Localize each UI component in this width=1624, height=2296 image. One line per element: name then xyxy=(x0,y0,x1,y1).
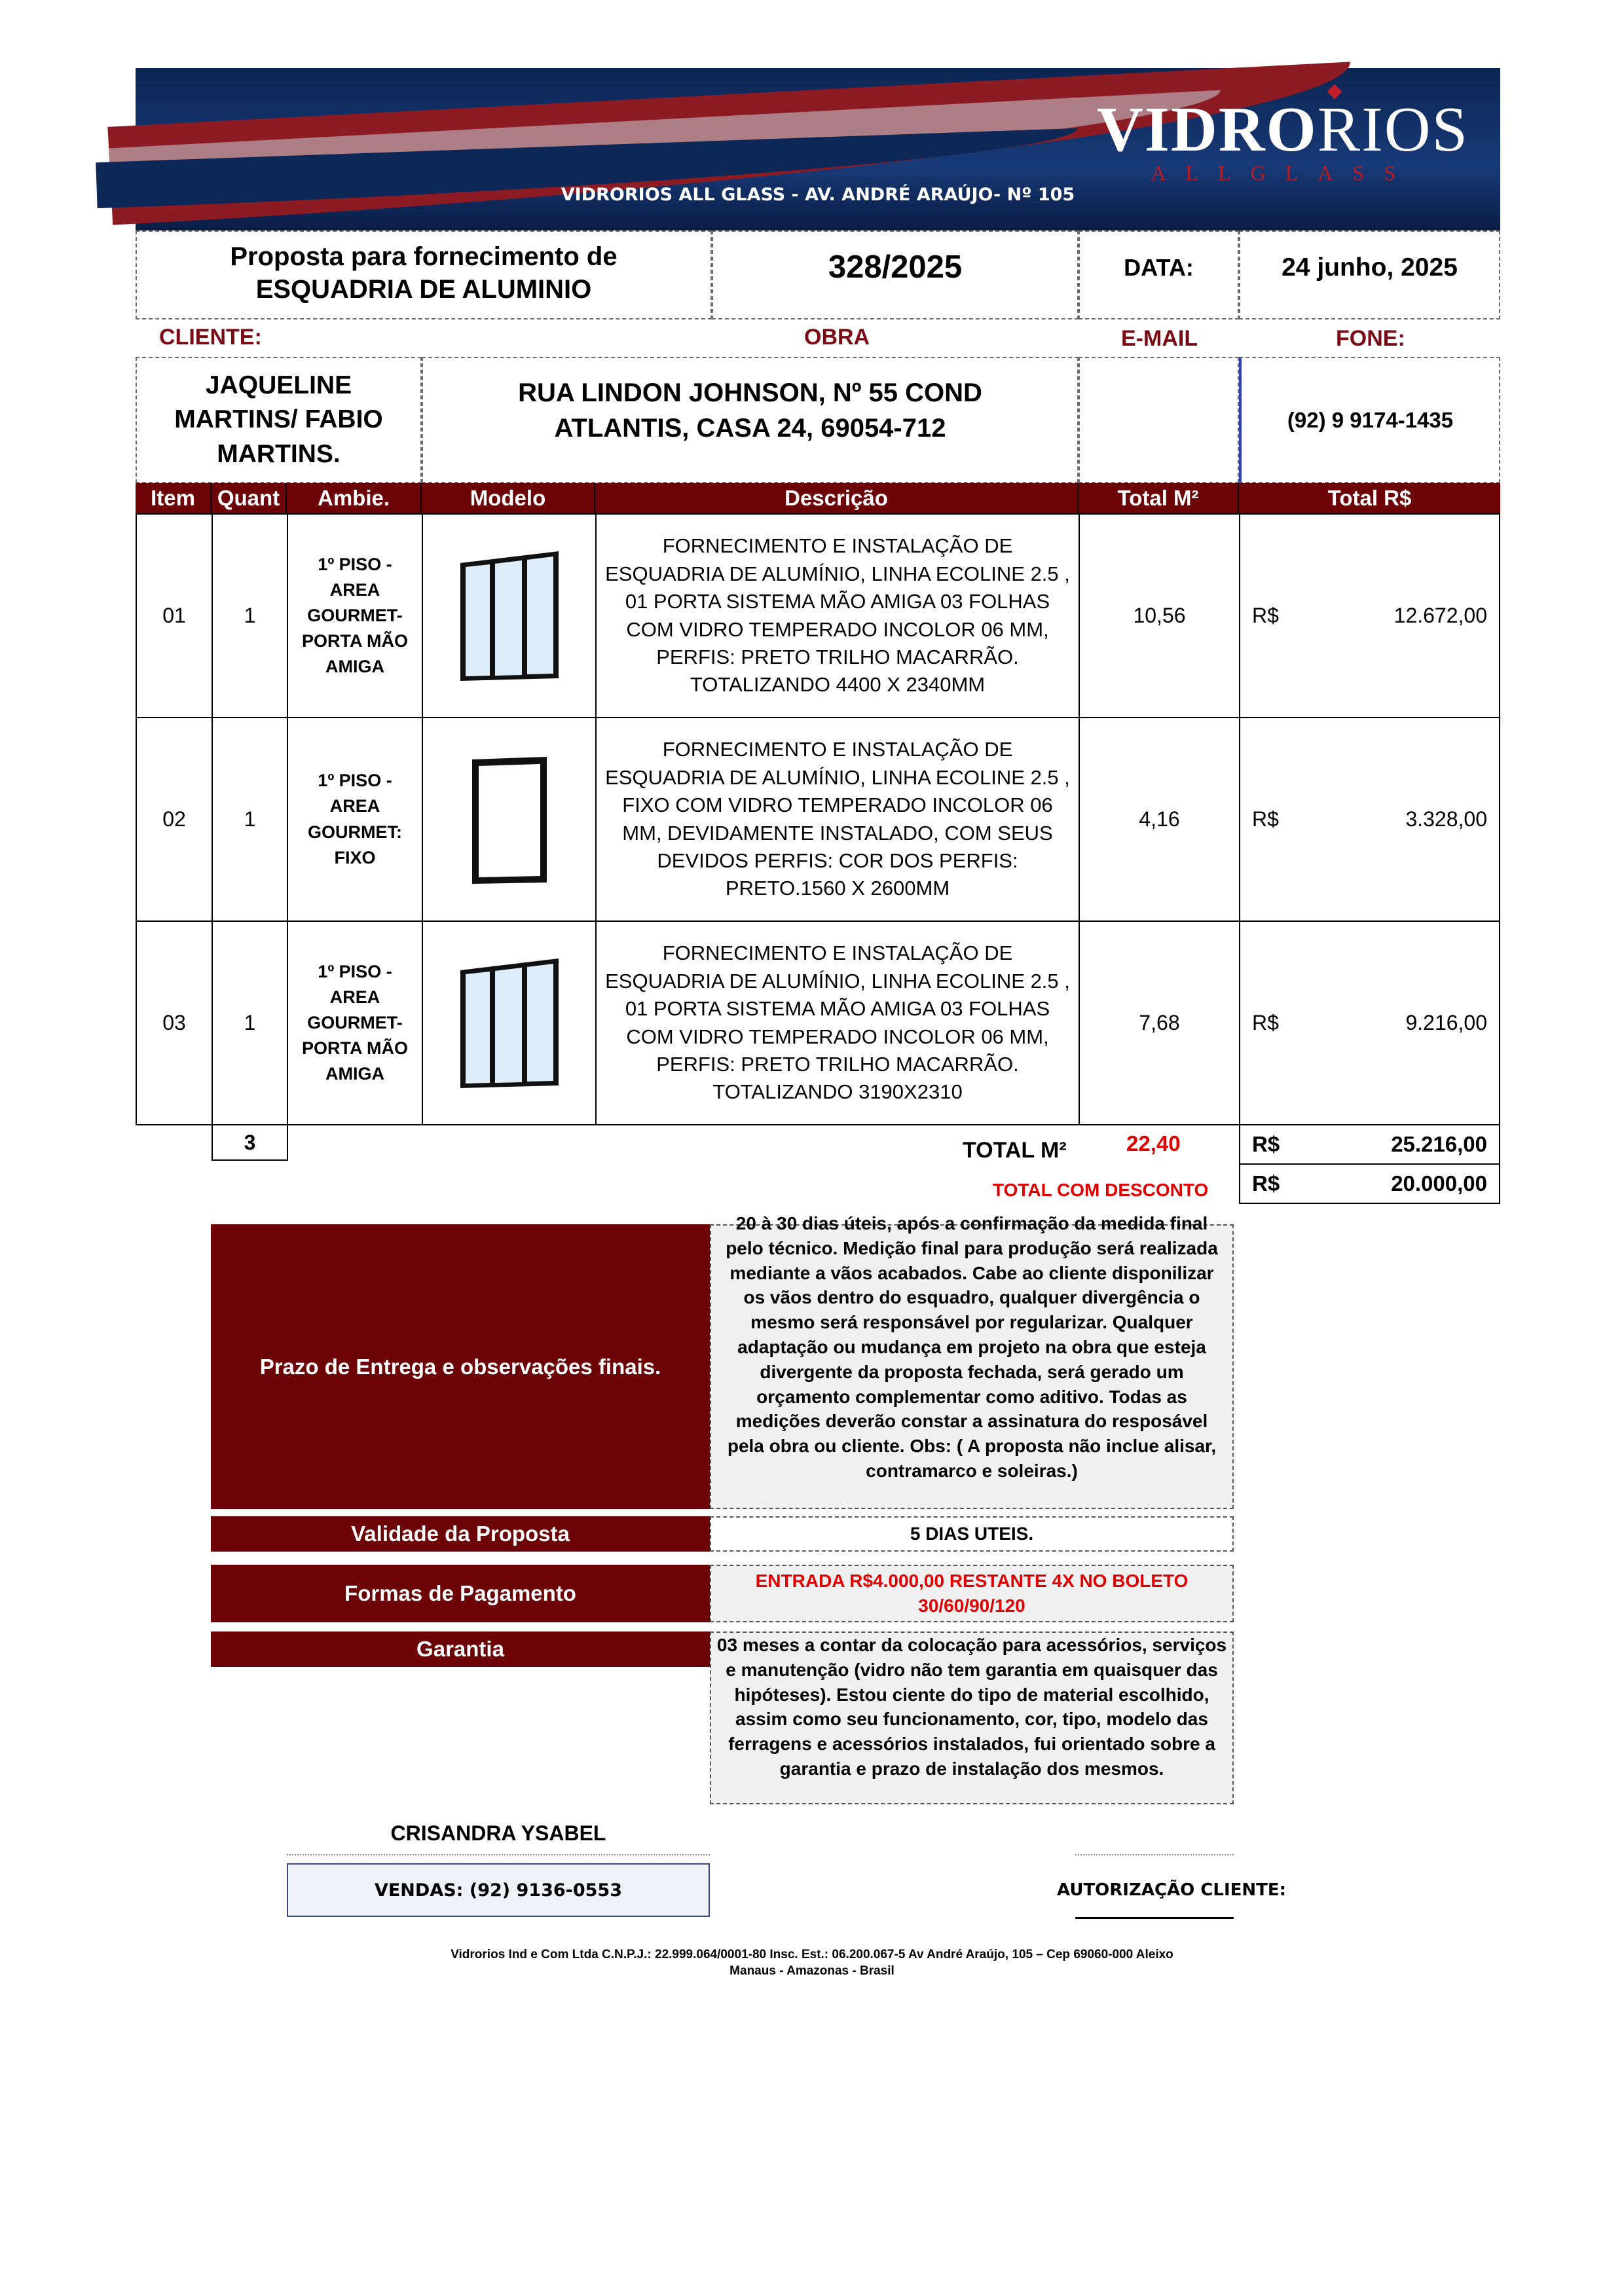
garantia-label: Garantia xyxy=(211,1631,710,1667)
row3-descricao: FORNECIMENTO E INSTALAÇÃO DE ESQUADRIA DE ALUMÍNIO, LINHA ECOLINE 2.5 , 01 PORTA SISTEMA MÃO AMIGA 03 FOLHAS COM VIDRO TEMPERADO INCOLOR 06 MM, PERFIS: PRETO TRILHO MACARRÃO. TOTALIZANDO 3190X2310 xyxy=(595,920,1080,1125)
discount-amount: 20.000,00 xyxy=(1391,1171,1487,1195)
row3-total-m2: 7,68 xyxy=(1079,920,1240,1125)
proposal-title-box xyxy=(136,230,712,319)
row1-ambiente: 1º PISO - AREA GOURMET- PORTA MÃO AMIGA xyxy=(287,513,423,718)
garantia-text: 03 meses a contar da colocação para acessórios, serviços e manutenção (vidro não tem garantia em quaisquer das hipóteses). Estou ciente do tipo de material escolhido, assim como seu funcionamento, cor, tipo, modelo das ferragens e acessórios instalados, fui orientado sobre a garantia e prazo de instalação dos mesmos. xyxy=(710,1631,1234,1804)
header-banner xyxy=(136,68,1500,230)
row1-descricao: FORNECIMENTO E INSTALAÇÃO DE ESQUADRIA DE ALUMÍNIO, LINHA ECOLINE 2.5 , 01 PORTA SISTEMA MÃO AMIGA 03 FOLHAS COM VIDRO TEMPERADO INCOLOR 06 MM, PERFIS: PRETO TRILHO MACARRÃO. TOTALIZANDO 4400 X 2340MM xyxy=(595,513,1080,718)
total-quant: 3 xyxy=(212,1124,288,1161)
row2-total-rs xyxy=(1239,717,1500,922)
row2-descricao: FORNECIMENTO E INSTALAÇÃO DE ESQUADRIA DE ALUMÍNIO, LINHA ECOLINE 2.5 , FIXO COM VIDRO TEMPERADO INCOLOR 06 MM, DEVIDAMENTE INSTALADO, COM SEUS DEVIDOS PERFIS: COR DOS PERFIS: PRETO.1560 X 2600MM xyxy=(595,717,1080,922)
col-header-descricao: Descrição xyxy=(595,483,1079,513)
row3-modelo xyxy=(422,920,597,1125)
total-currency: R$ xyxy=(1252,1132,1280,1156)
row3-currency: R$ xyxy=(1252,1011,1279,1034)
client-authorization-label: AUTORIZAÇÃO CLIENTE: xyxy=(1057,1880,1287,1900)
validade-text: 5 DIAS UTEIS. xyxy=(710,1516,1234,1552)
row2-item: 02 xyxy=(136,717,213,922)
discount-label: TOTAL COM DESCONTO xyxy=(993,1180,1209,1200)
total-m2-label: TOTAL M² xyxy=(963,1138,1067,1163)
pagamento-label: Formas de Pagamento xyxy=(211,1565,710,1622)
row1-quant: 1 xyxy=(212,513,288,718)
obra-label: OBRA xyxy=(804,325,870,350)
company-logo: VIDRORIOS xyxy=(1097,94,1469,165)
total-amount: 25.216,00 xyxy=(1391,1132,1487,1156)
row2-currency: R$ xyxy=(1252,807,1279,831)
row1-total-rs xyxy=(1239,513,1500,718)
discount-currency: R$ xyxy=(1252,1171,1280,1195)
row2-amount: 3.328,00 xyxy=(1405,807,1487,831)
col-header-ambiente: Ambie. xyxy=(287,483,422,513)
three-panel-door-icon xyxy=(454,955,565,1092)
row1-item: 01 xyxy=(136,513,213,718)
seller-phone: VENDAS: (92) 9136-0553 xyxy=(287,1863,710,1917)
email-label: E-MAIL xyxy=(1121,326,1198,351)
validade-label: Validade da Proposta xyxy=(211,1516,710,1552)
proposal-number: 328/2025 xyxy=(712,230,1079,319)
row3-amount: 9.216,00 xyxy=(1405,1011,1487,1034)
three-panel-door-icon xyxy=(454,547,565,685)
row1-total-m2: 10,56 xyxy=(1079,513,1240,718)
cliente-label: CLIENTE: xyxy=(159,325,262,350)
row2-ambiente: 1º PISO - AREA GOURMET: FIXO xyxy=(287,717,423,922)
col-header-total-rs: Total R$ xyxy=(1239,483,1500,513)
row2-modelo xyxy=(422,717,597,922)
date-label: DATA: xyxy=(1079,230,1239,319)
row3-item: 03 xyxy=(136,920,213,1125)
company-address: VIDRORIOS ALL GLASS - AV. ANDRÉ ARAÚJO- Nº 105 xyxy=(561,185,1075,205)
prazo-text xyxy=(710,1213,1234,1509)
seller-name: CRISANDRA YSABEL xyxy=(390,1821,606,1845)
client-signature-line xyxy=(1075,1917,1234,1919)
proposal-date: 24 junho, 2025 xyxy=(1239,230,1500,319)
client-email xyxy=(1079,357,1239,483)
fixed-window-icon xyxy=(467,754,552,885)
row3-total-rs xyxy=(1239,920,1500,1125)
client-phone: (92) 9 9174-1435 xyxy=(1239,357,1500,483)
pagamento-text: ENTRADA R$4.000,00 RESTANTE 4X NO BOLETO 30/60/90/120 xyxy=(710,1565,1234,1622)
prazo-text-body: 20 à 30 dias úteis, após a confirmação da medida final pelo técnico. Medição final para produção será realizada mediante a vãos acabados. Cabe ao cliente disponilizar os vãos dentro do esquadro, qualquer divergência o mesmo será responsável por regularizar. Qualquer adaptação ou mudança em projeto na obra que esteja divergente da proposta fechada, será gerado um orçamento complementar como aditivo. Todas as medições deverão constar a assinatura do resposável pela obra ou cliente. Obs: ( A proposta não inclue alisar, contramarco e soleiras.) xyxy=(726,1213,1218,1481)
obra-address: RUA LINDON JOHNSON, Nº 55 COND ATLANTIS, CASA 24, 69054-712 xyxy=(422,357,1079,483)
footer-line2: Manaus - Amazonas - Brasil xyxy=(729,1964,895,1978)
proposal-title-line1: Proposta para fornecimento de xyxy=(230,242,618,271)
col-header-quant: Quant xyxy=(212,483,287,513)
fone-label: FONE: xyxy=(1336,326,1405,351)
col-header-item: Item xyxy=(136,483,212,513)
client-signature-dotted-line xyxy=(1075,1854,1234,1855)
row1-amount: 12.672,00 xyxy=(1393,604,1487,627)
proposal-title-line2: ESQUADRIA DE ALUMINIO xyxy=(255,275,592,304)
footer-line1: Vidrorios Ind e Com Ltda C.N.P.J.: 22.999.064/0001-80 Insc. Est.: 06.200.067-5 Av André Araújo, 105 – Cep 69060-000 Aleixo xyxy=(451,1948,1173,1961)
client-name: JAQUELINE MARTINS/ FABIO MARTINS. xyxy=(136,357,422,483)
row1-currency: R$ xyxy=(1252,604,1279,627)
col-header-modelo: Modelo xyxy=(422,483,595,513)
row2-total-m2: 4,16 xyxy=(1079,717,1240,922)
discount-total xyxy=(1239,1163,1500,1204)
row3-ambiente: 1º PISO - AREA GOURMET- PORTA MÃO AMIGA xyxy=(287,920,423,1125)
total-rs xyxy=(1239,1124,1500,1165)
row1-modelo xyxy=(422,513,597,718)
seller-signature-line xyxy=(287,1854,710,1855)
col-header-total-m2: Total M² xyxy=(1079,483,1239,513)
row3-quant: 1 xyxy=(212,920,288,1125)
prazo-label: Prazo de Entrega e observações finais. xyxy=(211,1224,710,1509)
row2-quant: 1 xyxy=(212,717,288,922)
company-logo-sub: ALLGLASS xyxy=(1151,161,1415,185)
total-m2-value: 22,40 xyxy=(1126,1131,1181,1156)
